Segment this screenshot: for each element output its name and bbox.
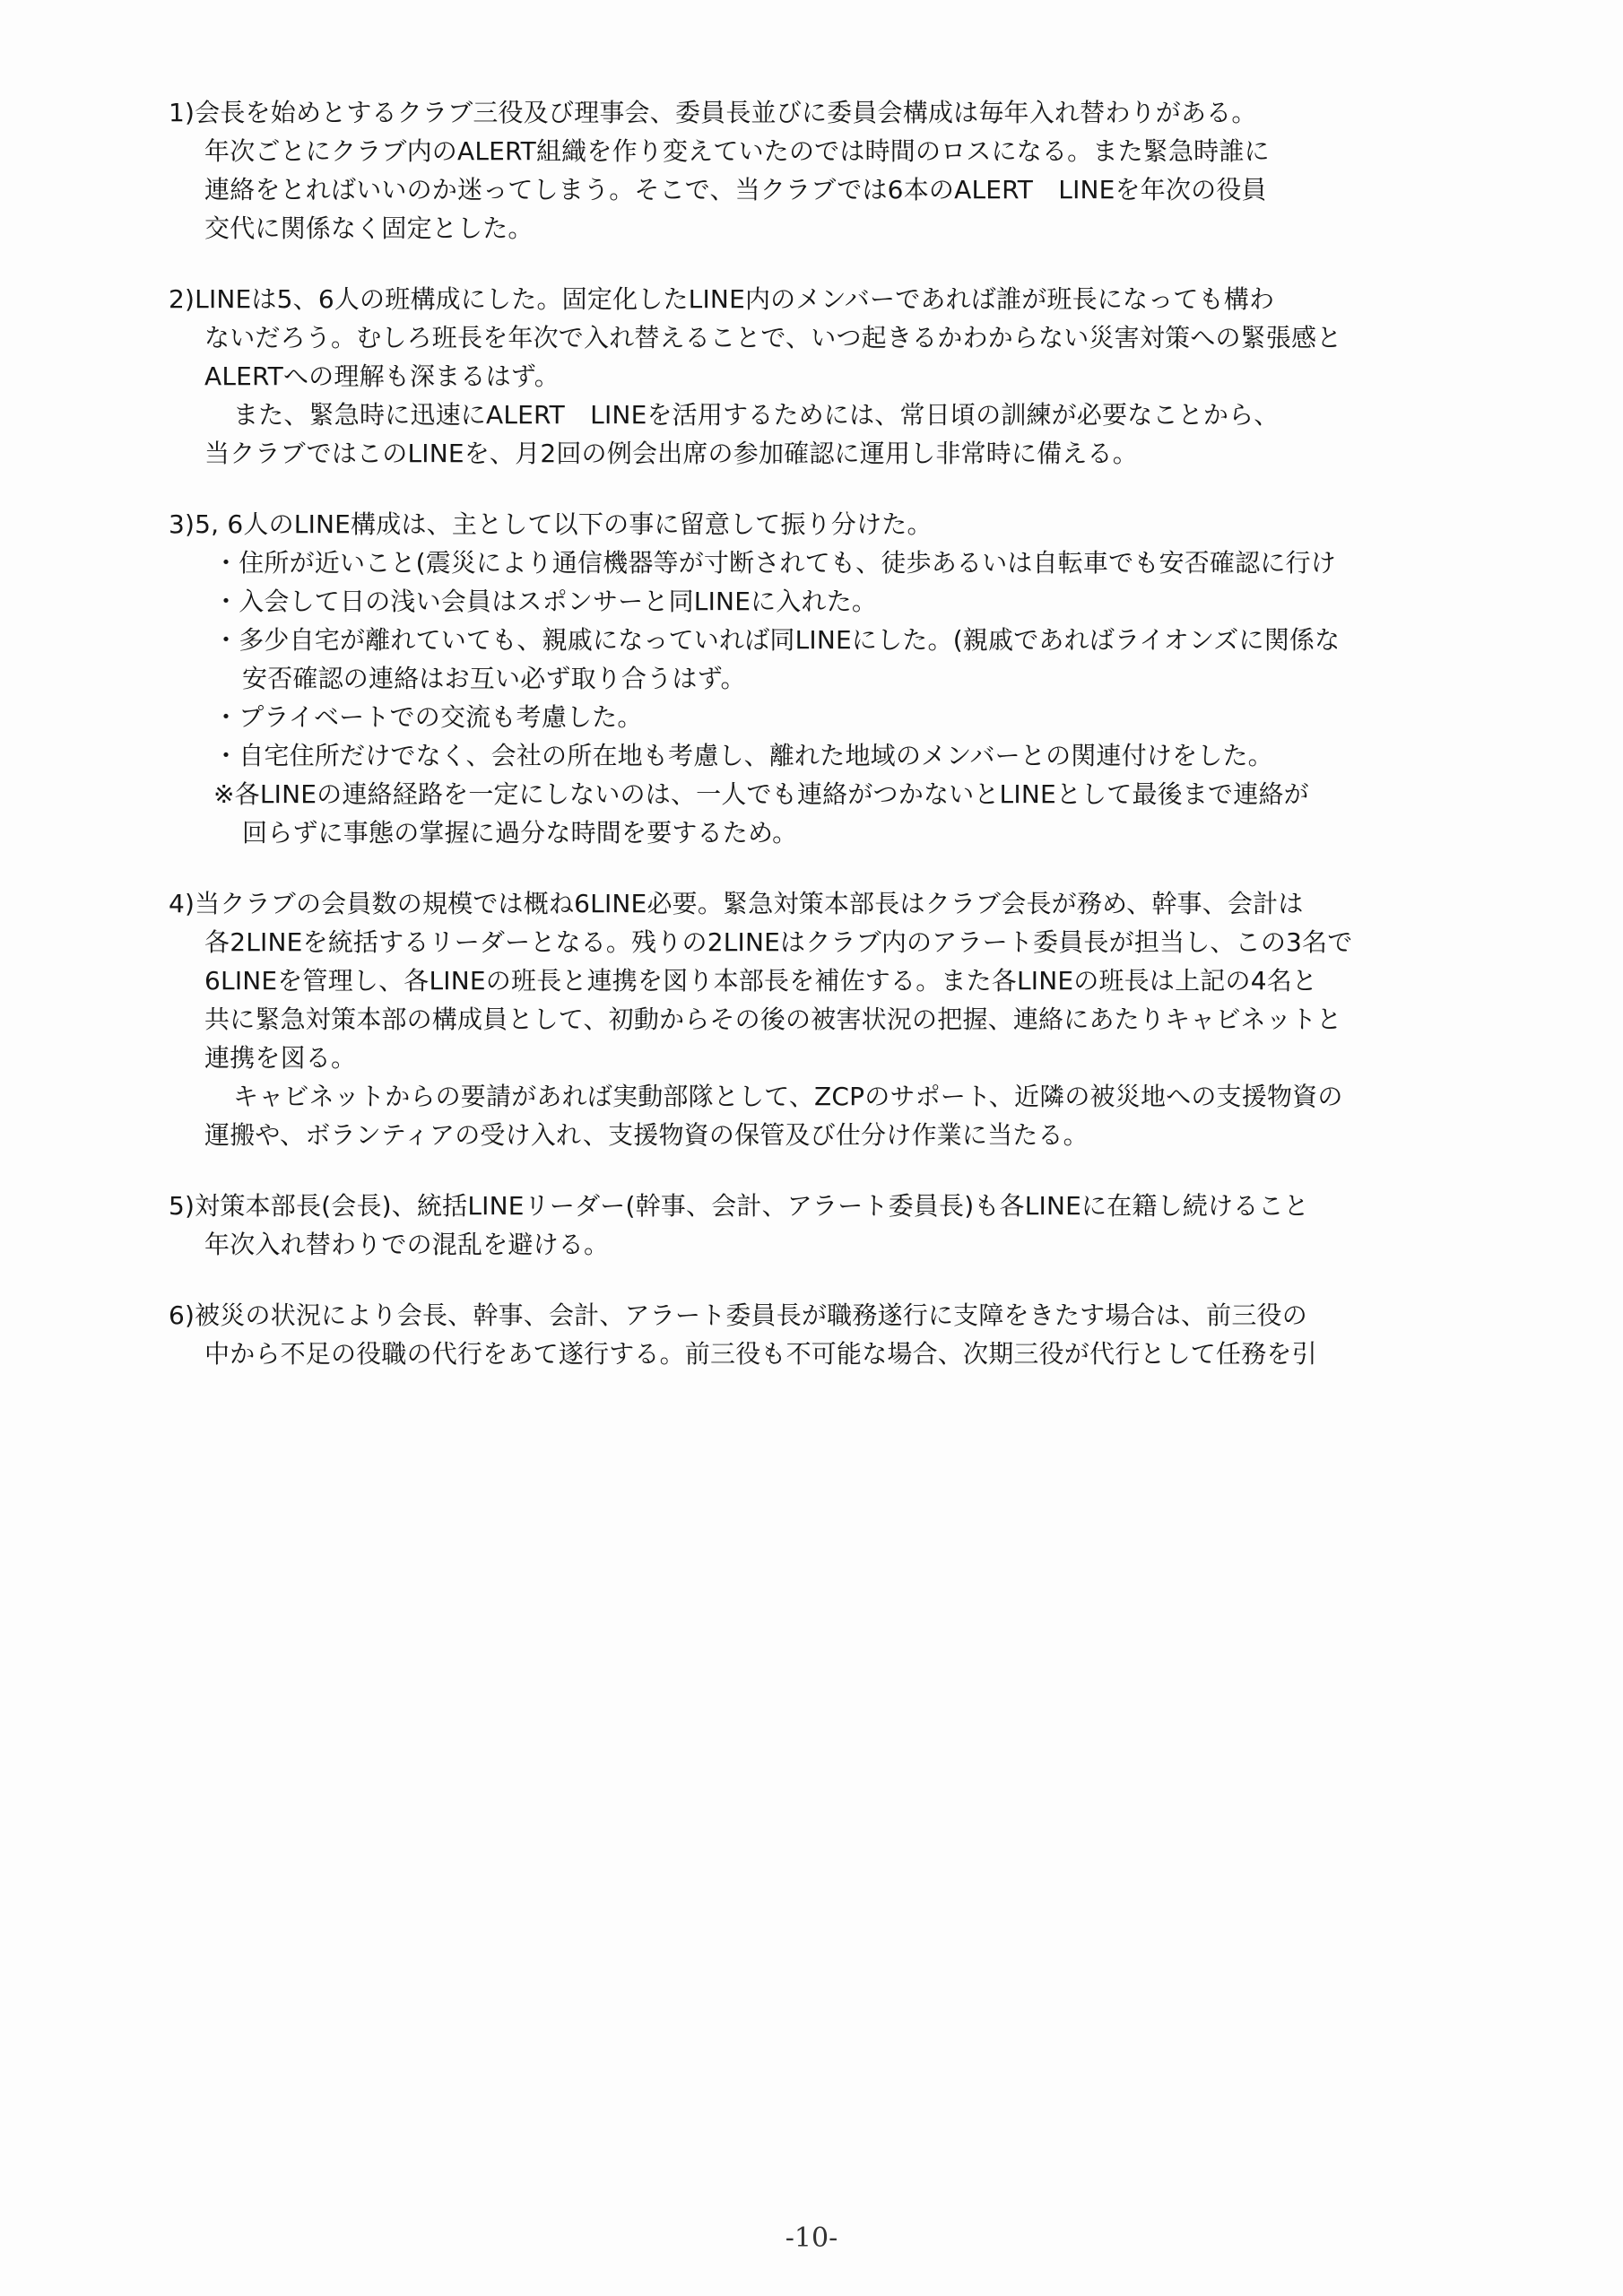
text-line: ALERTへの理解も深まるはず。 [204,361,560,391]
text-line: 安否確認の連絡はお互い必ず取り合うはず。 [242,664,746,693]
text-line: 中から不足の役職の代行をあて遂行する。前三役も不可能な場合、次期三役が代行として任務を引 [204,1339,1317,1369]
text-line: 年次ごとにクラブ内のALERT組織を作り変えていたのでは時間のロスになる。また緊急時誰に [204,136,1270,166]
text-line: また、緊急時に迅速にALERT LINEを活用するためには、常日頃の訓練が必要なことから、 [233,400,1280,430]
text-line: 3)5, 6人のLINE構成は、主として以下の事に留意して振り分けた。 [169,509,933,539]
section-6 [169,1296,1442,1373]
section-5 [169,1187,1442,1264]
text-line: 年次入れ替わりでの混乱を避ける。 [204,1230,610,1259]
section-2 [169,280,1442,473]
text-line: 1)会長を始めとするクラブ三役及び理事会、委員長並びに委員会構成は毎年入れ替わりがある。 [169,98,1257,127]
section-1 [169,93,1442,248]
text-line: ・入会して日の浅い会員はスポンサーと同LINEに入れた。 [213,587,878,616]
text-line: ※各LINEの連絡経路を一定にしないのは、一人でも連絡がつかないとLINEとして最後まで連絡が [213,779,1309,809]
text-line: 各2LINEを統括するリーダーとなる。残りの2LINEはクラブ内のアラート委員長が担当し、この3名で [204,927,1353,957]
text-line: 連絡をとればいいのか迷ってしまう。そこで、当クラブでは6本のALERT LINEを年次の役員 [204,175,1267,204]
section-4 [169,884,1442,1154]
document-body [169,93,1442,1405]
text-line: 回らずに事態の掌握に過分な時間を要するため。 [242,818,798,848]
text-line: 2)LINEは5、6人の班構成にした。固定化したLINE内のメンバーであれば誰が班長になっても構わ [169,284,1275,314]
section-3 [169,505,1442,852]
text-line: ・多少自宅が離れていても、親戚になっていれば同LINEにした。(親戚であればライオンズに関係な [213,625,1341,655]
text-line: ・自宅住所だけでなく、会社の所在地も考慮し、離れた地域のメンバーとの関連付けをした。 [213,741,1273,770]
text-line: 6LINEを管理し、各LINEの班長と連携を図り本部長を補佐する。また各LINEの班長は上記の4名と [204,966,1318,996]
text-line: キャビネットからの要請があれば実動部隊として、ZCPのサポート、近隣の被災地への支援物資の [233,1082,1343,1111]
text-line: 共に緊急対策本部の構成員として、初動からその後の被害状況の把握、連絡にあたりキャビネットと [204,1004,1342,1034]
page-number: -10- [785,2222,838,2254]
text-line: 6)被災の状況により会長、幹事、会計、アラート委員長が職務遂行に支障をきたす場合は、前三役の [169,1300,1307,1330]
text-line: ・住所が近いこと(震災により通信機器等が寸断されても、徒歩あるいは自転車でも安否確認に行け [213,548,1336,578]
text-line: ・プライベートでの交流も考慮した。 [213,702,643,732]
text-line: 連携を図る。 [204,1043,357,1073]
text-line: 5)対策本部長(会長)、統括LINEリーダー(幹事、会計、アラート委員長)も各LINEに在籍し続けること [169,1191,1309,1221]
text-line: 交代に関係なく固定とした。 [204,213,534,243]
text-line: ないだろう。むしろ班長を年次で入れ替えることで、いつ起きるかわからない災害対策への緊張感と [204,323,1342,352]
text-line: 当クラブではこのLINEを、月2回の例会出席の参加確認に運用し非常時に備える。 [204,439,1138,468]
text-line: 4)当クラブの会員数の規模では概ね6LINE必要。緊急対策本部長はクラブ会長が務め、幹事、会計は [169,889,1304,918]
text-line: 運搬や、ボランティアの受け入れ、支援物資の保管及び仕分け作業に当たる。 [204,1120,1089,1150]
